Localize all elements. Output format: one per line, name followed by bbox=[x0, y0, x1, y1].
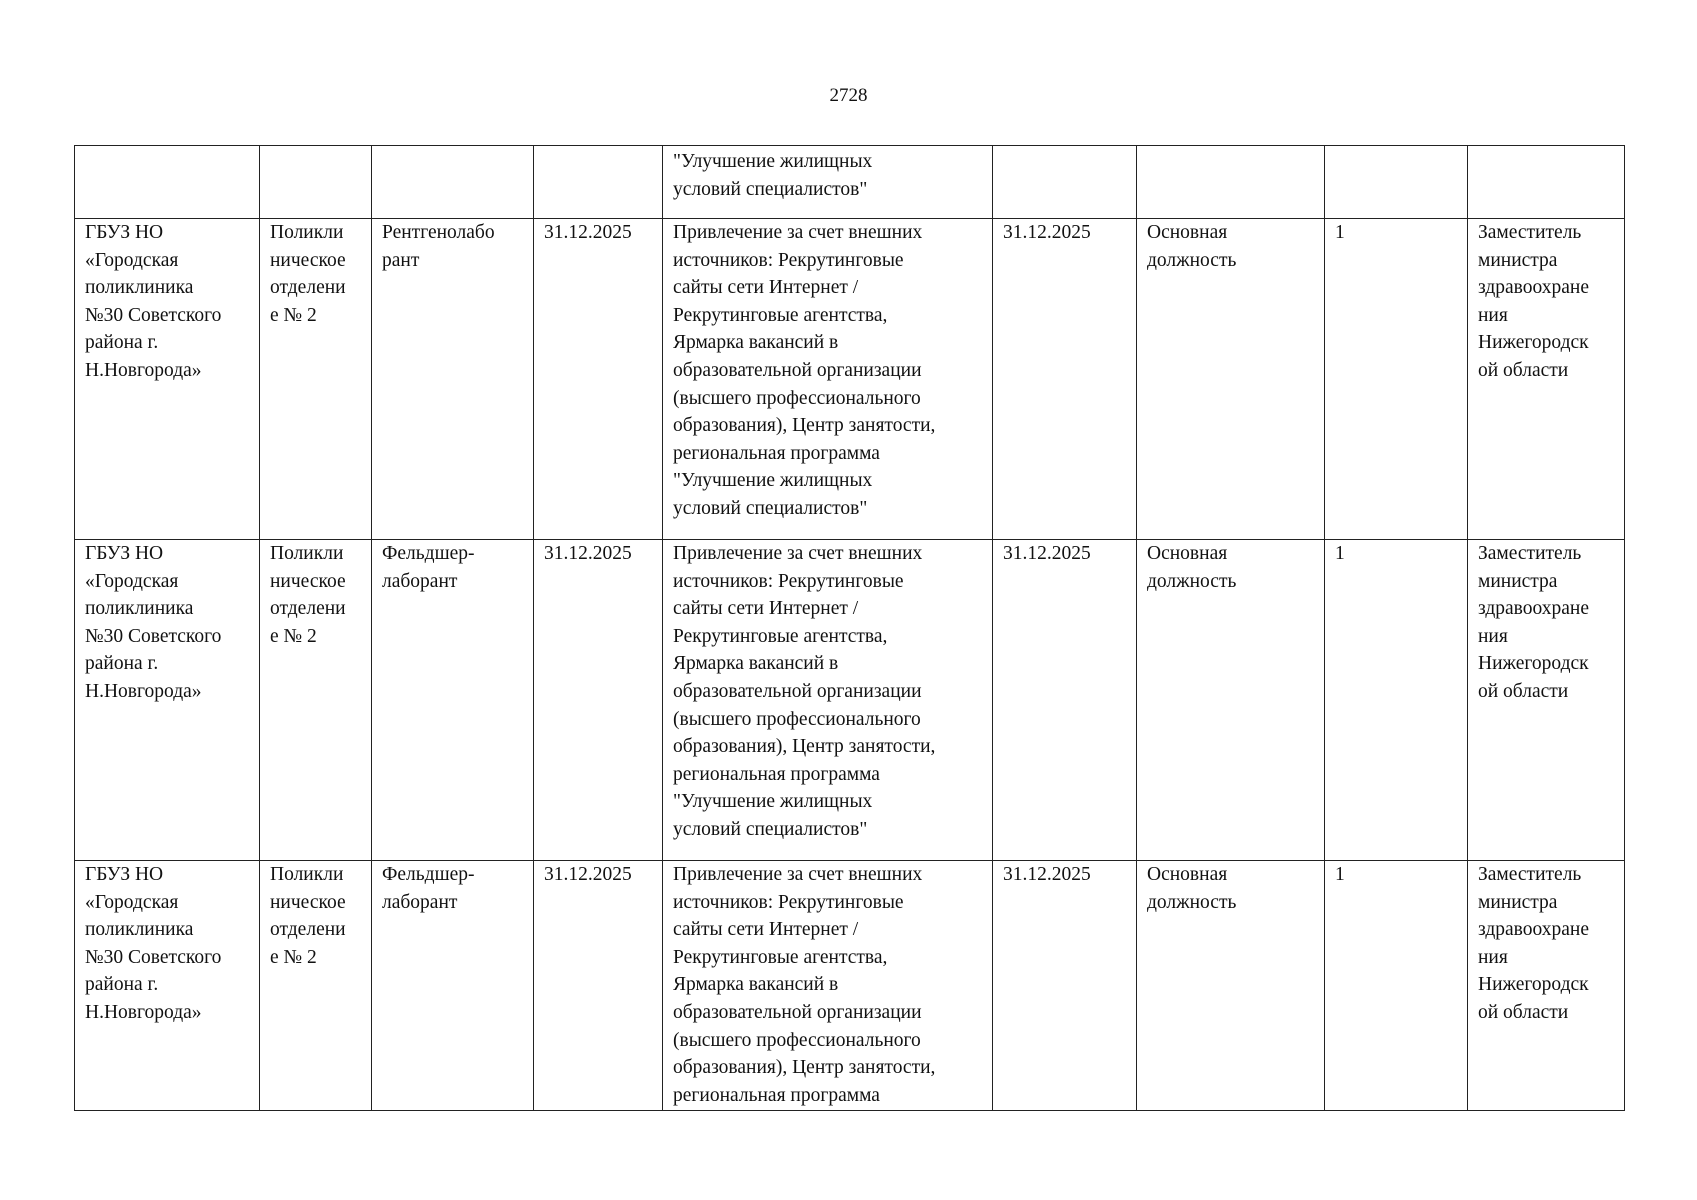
cell-position-type bbox=[1137, 146, 1325, 219]
cell-date: 31.12.2025 bbox=[534, 219, 663, 540]
cell-department: Поликли ническое отделени е № 2 bbox=[260, 861, 372, 1111]
cell-count bbox=[1325, 146, 1468, 219]
cell-responsible: Заместитель министра здравоохране ния Нижегородск ой области bbox=[1468, 219, 1625, 540]
cell-responsible: Заместитель министра здравоохране ния Нижегородск ой области bbox=[1468, 861, 1625, 1111]
cell-date: 31.12.2025 bbox=[534, 861, 663, 1111]
cell-organization: ГБУЗ НО «Городская поликлиника №30 Советского района г. Н.Новгорода» bbox=[75, 540, 260, 861]
cell-position: Фельдшер- лаборант bbox=[372, 861, 534, 1111]
cell-responsible: Заместитель министра здравоохране ния Нижегородск ой области bbox=[1468, 540, 1625, 861]
cell-deadline: 31.12.2025 bbox=[993, 861, 1137, 1111]
table-row bbox=[75, 219, 1625, 540]
cell-position bbox=[372, 146, 534, 219]
table-row bbox=[75, 540, 1625, 861]
cell-department bbox=[260, 146, 372, 219]
table-row bbox=[75, 861, 1625, 1111]
page-number: 2728 bbox=[829, 85, 868, 106]
table-row-continuation bbox=[75, 146, 1625, 219]
cell-count: 1 bbox=[1325, 219, 1468, 540]
cell-measures: Привлечение за счет внешних источников: Рекрутинговые сайты сети Интернет / Рекрутинговые агентства, Ярмарка вакансий в образовательной организации (высшего профессионального образования), Центр занятости, региональная программа bbox=[663, 861, 993, 1111]
cell-position: Фельдшер- лаборант bbox=[372, 540, 534, 861]
cell-position-type: Основная должность bbox=[1137, 861, 1325, 1111]
cell-measures: "Улучшение жилищных условий специалистов" bbox=[663, 146, 993, 219]
cell-count: 1 bbox=[1325, 540, 1468, 861]
cell-date: 31.12.2025 bbox=[534, 540, 663, 861]
cell-position: Рентгенолабо рант bbox=[372, 219, 534, 540]
cell-organization: ГБУЗ НО «Городская поликлиника №30 Советского района г. Н.Новгорода» bbox=[75, 861, 260, 1111]
cell-position-type: Основная должность bbox=[1137, 540, 1325, 861]
cell-responsible bbox=[1468, 146, 1625, 219]
cell-deadline: 31.12.2025 bbox=[993, 540, 1137, 861]
cell-deadline bbox=[993, 146, 1137, 219]
cell-organization bbox=[75, 146, 260, 219]
cell-position-type: Основная должность bbox=[1137, 219, 1325, 540]
cell-department: Поликли ническое отделени е № 2 bbox=[260, 219, 372, 540]
vacancy-table bbox=[74, 145, 1625, 1111]
cell-measures: Привлечение за счет внешних источников: Рекрутинговые сайты сети Интернет / Рекрутинговые агентства, Ярмарка вакансий в образовательной организации (высшего профессионального образования), Центр занятости, региональная программа "Улучшение жилищных условий специалистов" bbox=[663, 219, 993, 540]
cell-measures: Привлечение за счет внешних источников: Рекрутинговые сайты сети Интернет / Рекрутинговые агентства, Ярмарка вакансий в образовательной организации (высшего профессионального образования), Центр занятости, региональная программа "Улучшение жилищных условий специалистов" bbox=[663, 540, 993, 861]
cell-date bbox=[534, 146, 663, 219]
cell-count: 1 bbox=[1325, 861, 1468, 1111]
cell-deadline: 31.12.2025 bbox=[993, 219, 1137, 540]
cell-organization: ГБУЗ НО «Городская поликлиника №30 Советского района г. Н.Новгорода» bbox=[75, 219, 260, 540]
cell-department: Поликли ническое отделени е № 2 bbox=[260, 540, 372, 861]
